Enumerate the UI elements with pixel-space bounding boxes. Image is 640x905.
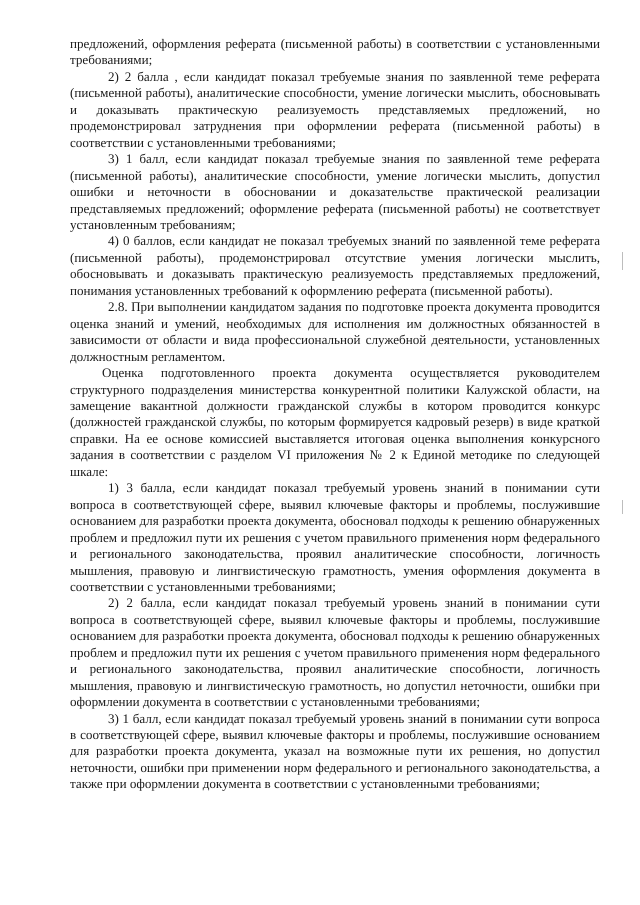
paragraph-evaluation-intro: Оценка подготовленного проекта документа осуществляется руководителем структурного подразделения министерства конкурентной политики Калужской области, на замещение вакантной должности гражданской службы в котором проводится конкурс (должностей гражданской службы, по которым формируется кадровый резерв) в виде краткой справки. На ее основе комиссией выставляется итоговая оценка выполнения конкурсного задания в соответствии с разделом VI приложения № 2 к Единой методике по следующей шкале:	[70, 365, 600, 479]
paragraph-section-2-8: 2.8. При выполнении кандидатом задания по подготовке проекта документа проводится оценка знаний и умений, необходимых для исполнения им должностных обязанностей в зависимости от области и вида профессиональной служебной деятельности, установленных должностным регламентом.	[70, 299, 600, 364]
paragraph-score-1: 3) 1 балл, если кандидат показал требуемый уровень знаний в понимании сути вопроса в соответствующей сфере, выявил ключевые факторы и проблемы, послужившие основанием для разработки проекта документа, указал на возможные пути их решения, но допустил неточности, ошибки при применении норм федерального и регионального законодательства, а также при оформлении документа в соответствии с установленными требованиями;	[70, 710, 600, 792]
paragraph-score-3: 1) 3 балла, если кандидат показал требуемый уровень знаний в понимании сути вопроса в соответствующей сфере, выявил ключевые факторы и проблемы, послужившие основанием для разработки проекта документа, обосновал подходы к решению обнаруженных проблем и предложил пути их решения с учетом правильного применения норм федерального и регионального законодательства, проявил аналитические способности, логичность мышления, правовую и лингвистическую грамотность, умения оформления документа в соответствии с установленными требованиями;	[70, 480, 600, 594]
paragraph-item-2-points: 2) 2 балла , если кандидат показал требуемые знания по заявленной теме реферата (письменной работы), аналитические способности, умение логически мыслить, обосновывать и доказывать практическую реализуемость представляемых предложений, но продемонстрировал затруднения при оформлении реферата (письменной работы) в соответствии с установленными требованиями;	[70, 68, 600, 150]
paragraph-continuation: предложений, оформления реферата (письменной работы) в соответствии с установленными требованиями;	[70, 36, 600, 68]
scan-edge-mark	[622, 252, 623, 270]
scan-edge-mark	[622, 500, 623, 514]
paragraph-item-1-point: 3) 1 балл, если кандидат показал требуемые знания по заявленной теме реферата (письменной работы), аналитические способности, умение логически мыслить, допустил ошибки и неточности в обосновании и доказательстве практической реализации представляемых предложений; оформление реферата (письменной работы) не соответствует установленным требованиям;	[70, 151, 600, 232]
document-body	[70, 36, 600, 793]
paragraph-score-2: 2) 2 балла, если кандидат показал требуемый уровень знаний в понимании сути вопроса в соответствующей сфере, выявил ключевые факторы и проблемы, послужившие основанием для разработки проекта документа, обосновал подходы к решению обнаруженных проблем и предложил пути их решения с учетом правильного применения норм федерального и регионального законодательства, проявил аналитические способности, логичность мышления, правовую и лингвистическую грамотность, но допустил неточности, ошибки при оформлении документа в соответствии с установленными требованиями;	[70, 595, 600, 710]
paragraph-item-0-points: 4) 0 баллов, если кандидат не показал требуемых знаний по заявленной теме реферата (письменной работы), продемонстрировал отсутствие умения логически мыслить, обосновывать и доказывать практическую реализуемость представляемых предложений, понимания установленных требований к оформлению реферата (письменной работы).	[70, 233, 600, 298]
